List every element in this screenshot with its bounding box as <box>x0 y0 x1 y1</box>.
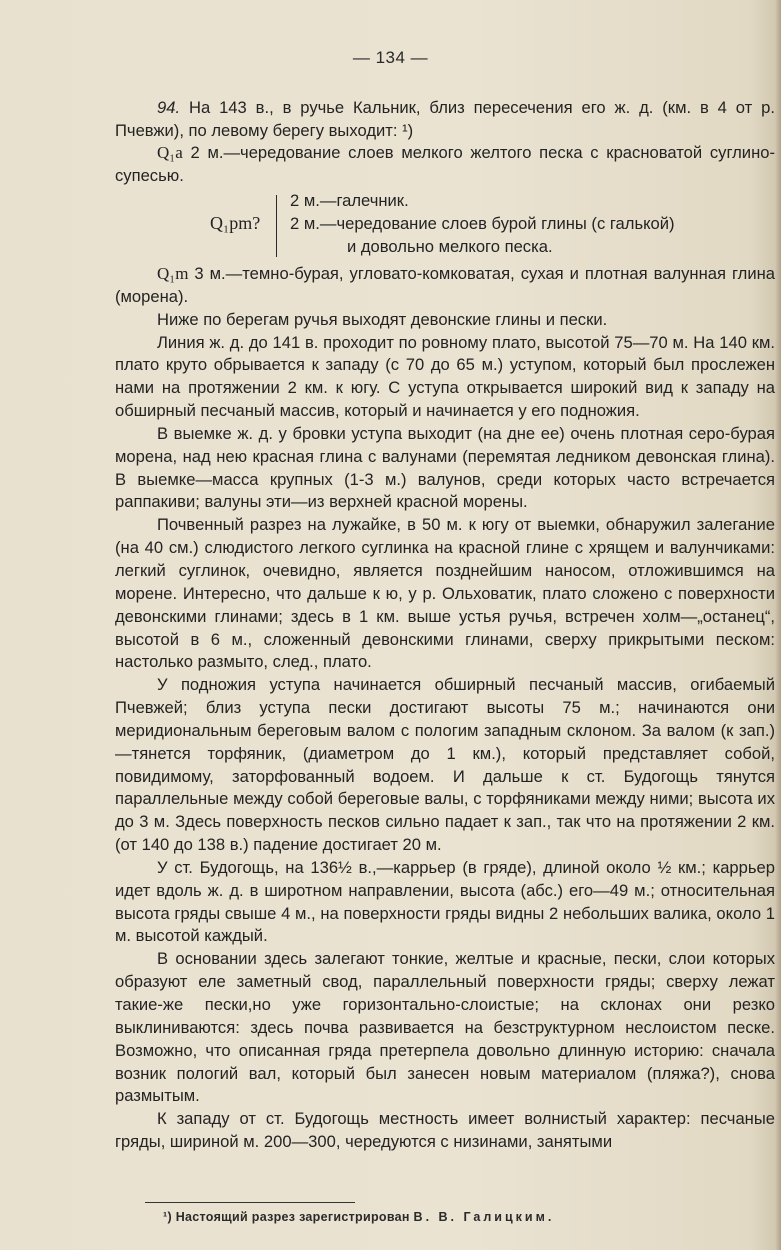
paragraph-4: Почвенный разрез на лужайке, в 50 м. к югу от выемки, обнаружил залегание (на 40 см.) слюдистого легкого суглинка на красной глине с хрящем и валунчиками: легкий суглинок, очевидно, является позднейшим наносом, отложившимся на морене. Интересно, что дальше к ю, у р. Ольховатик, плато сложено с поверхности девонскими глинами; здесь в 1 км. выше устья ручья, встречен холм—„останец“, высотой в 6 м., сложенный девонскими глинами, сверху прикрытыми песком: настолько размыто, след., плато. <box>115 515 775 672</box>
paragraph-7: В основании здесь залегают тонкие, желтые и красные, пески, слои которых образуют еле заметный свод, параллельный поверхности гряды; сверху лежат такие-же пески,но уже горизонтально-слоистые; на склонах они резко выклиниваются: здесь почва развивается на безструктурном неслоистом песке. Возможно, что описанная гряда претерпела довольно длинную историю: сначала возник пологий вал, который был занесен новым материалом (пляжа?), снова размытым. <box>115 949 775 1106</box>
paragraph-2: Линия ж. д. до 141 в. проходит по ровному плато, высотой 75—70 м. На 140 км. плато круто обрывается к западу (с 70 до 65 м.) уступом, который был прослежен нами на протяжении 2 км. к югу. С уступа открывается широкий вид к западу на обширный песчаный массив, который и начинается у его подножия. <box>115 332 775 421</box>
main-text <box>115 263 775 1154</box>
q1pm-line-3: и довольно мелкого песка. <box>347 237 553 256</box>
q1m-text: 3 м.—темно-бурая, угловато-комковатая, сухая и плотная валунная глина (морена). <box>115 264 775 306</box>
paragraph-1: Ниже по берегам ручья выходят девонские глины и пески. <box>157 309 608 329</box>
q1pm-mark: Q₁pm? <box>210 213 261 233</box>
section-intro-text: На 143 в., в ручье Кальник, близ пересечения его ж. д. (км. в 4 от р. Пчевжи), по левому берегу выходит: ¹) <box>115 98 775 140</box>
paragraph-5: У подножия уступа начинается обширный песчаный массив, огибаемый Пчевжей; близ уступа пески достигают высоты 75 м.; начинаются они меридиональным береговым валом с пологим западным склоном. За валом (к зап.)—тянется торфяник, (диаметром до 1 км.), который представляет собой, повидимому, заторфованный водоем. И дальше к ст. Будогощь тянутся параллельные между собой береговые валы, с торфяниками между ними; высота их до 3 м. Здесь поверхность песков сильно падает к зап., так что на протяжении 2 км. (от 140 до 138 в.) падение достигает 20 м. <box>115 675 775 855</box>
q1a-text: 2 м.—чередование слоев мелкого желтого песка с красноватой суглино-супесью. <box>115 143 775 185</box>
q1pm-line-2: 2 м.—чередование слоев бурой глины (с галькой) <box>290 214 675 233</box>
q1pm-block <box>210 191 780 263</box>
section-number: 94. <box>157 98 181 117</box>
brace-line <box>276 195 279 257</box>
q1m-paragraph <box>115 263 775 309</box>
footnote-author: В. В. Галицким. <box>413 1210 555 1224</box>
footnote-text: Настоящий разрез зарегистрирован <box>175 1210 410 1224</box>
footnote <box>163 1210 554 1224</box>
footnote-mark: ¹) <box>163 1210 172 1224</box>
q1a-mark: Q₁a <box>157 143 183 163</box>
paragraph-3: В выемке ж. д. у бровки уступа выходит (на дне ее) очень плотная серо-бурая морена, над нею красная глина с валунами (перемятая ледником девонская глина). В выемке—масса крупных (1-3 м.) валунов, среди которых часто встречается раппакиви; валуны эти—из верхней красной морены. <box>115 423 775 512</box>
q1pm-line-1: 2 м.—галечник. <box>290 191 409 210</box>
paragraph-6: У ст. Будогощь, на 136½ в.,—каррьер (в гряде), длиной около ½ км.; каррьер идет вдоль ж. д. в широтном направлении, высота (абс.) его—49 м.; относительная высота гряды свыше 4 м., на поверхности гряды видны 2 небольших валика, около 1 м. высотой каждый. <box>115 857 775 946</box>
paragraph-8: К западу от ст. Будогощь местность имеет волнистый характер: песчаные гряды, шириной м. 200—300, чередуются с низинами, занятыми <box>115 1109 775 1152</box>
footnote-rule <box>145 1202 355 1203</box>
q1m-mark: Q₁m <box>157 264 189 283</box>
section-94-intro <box>115 97 775 187</box>
page-edge-shadow <box>775 0 781 1250</box>
page-number: — 134 — <box>352 48 429 67</box>
